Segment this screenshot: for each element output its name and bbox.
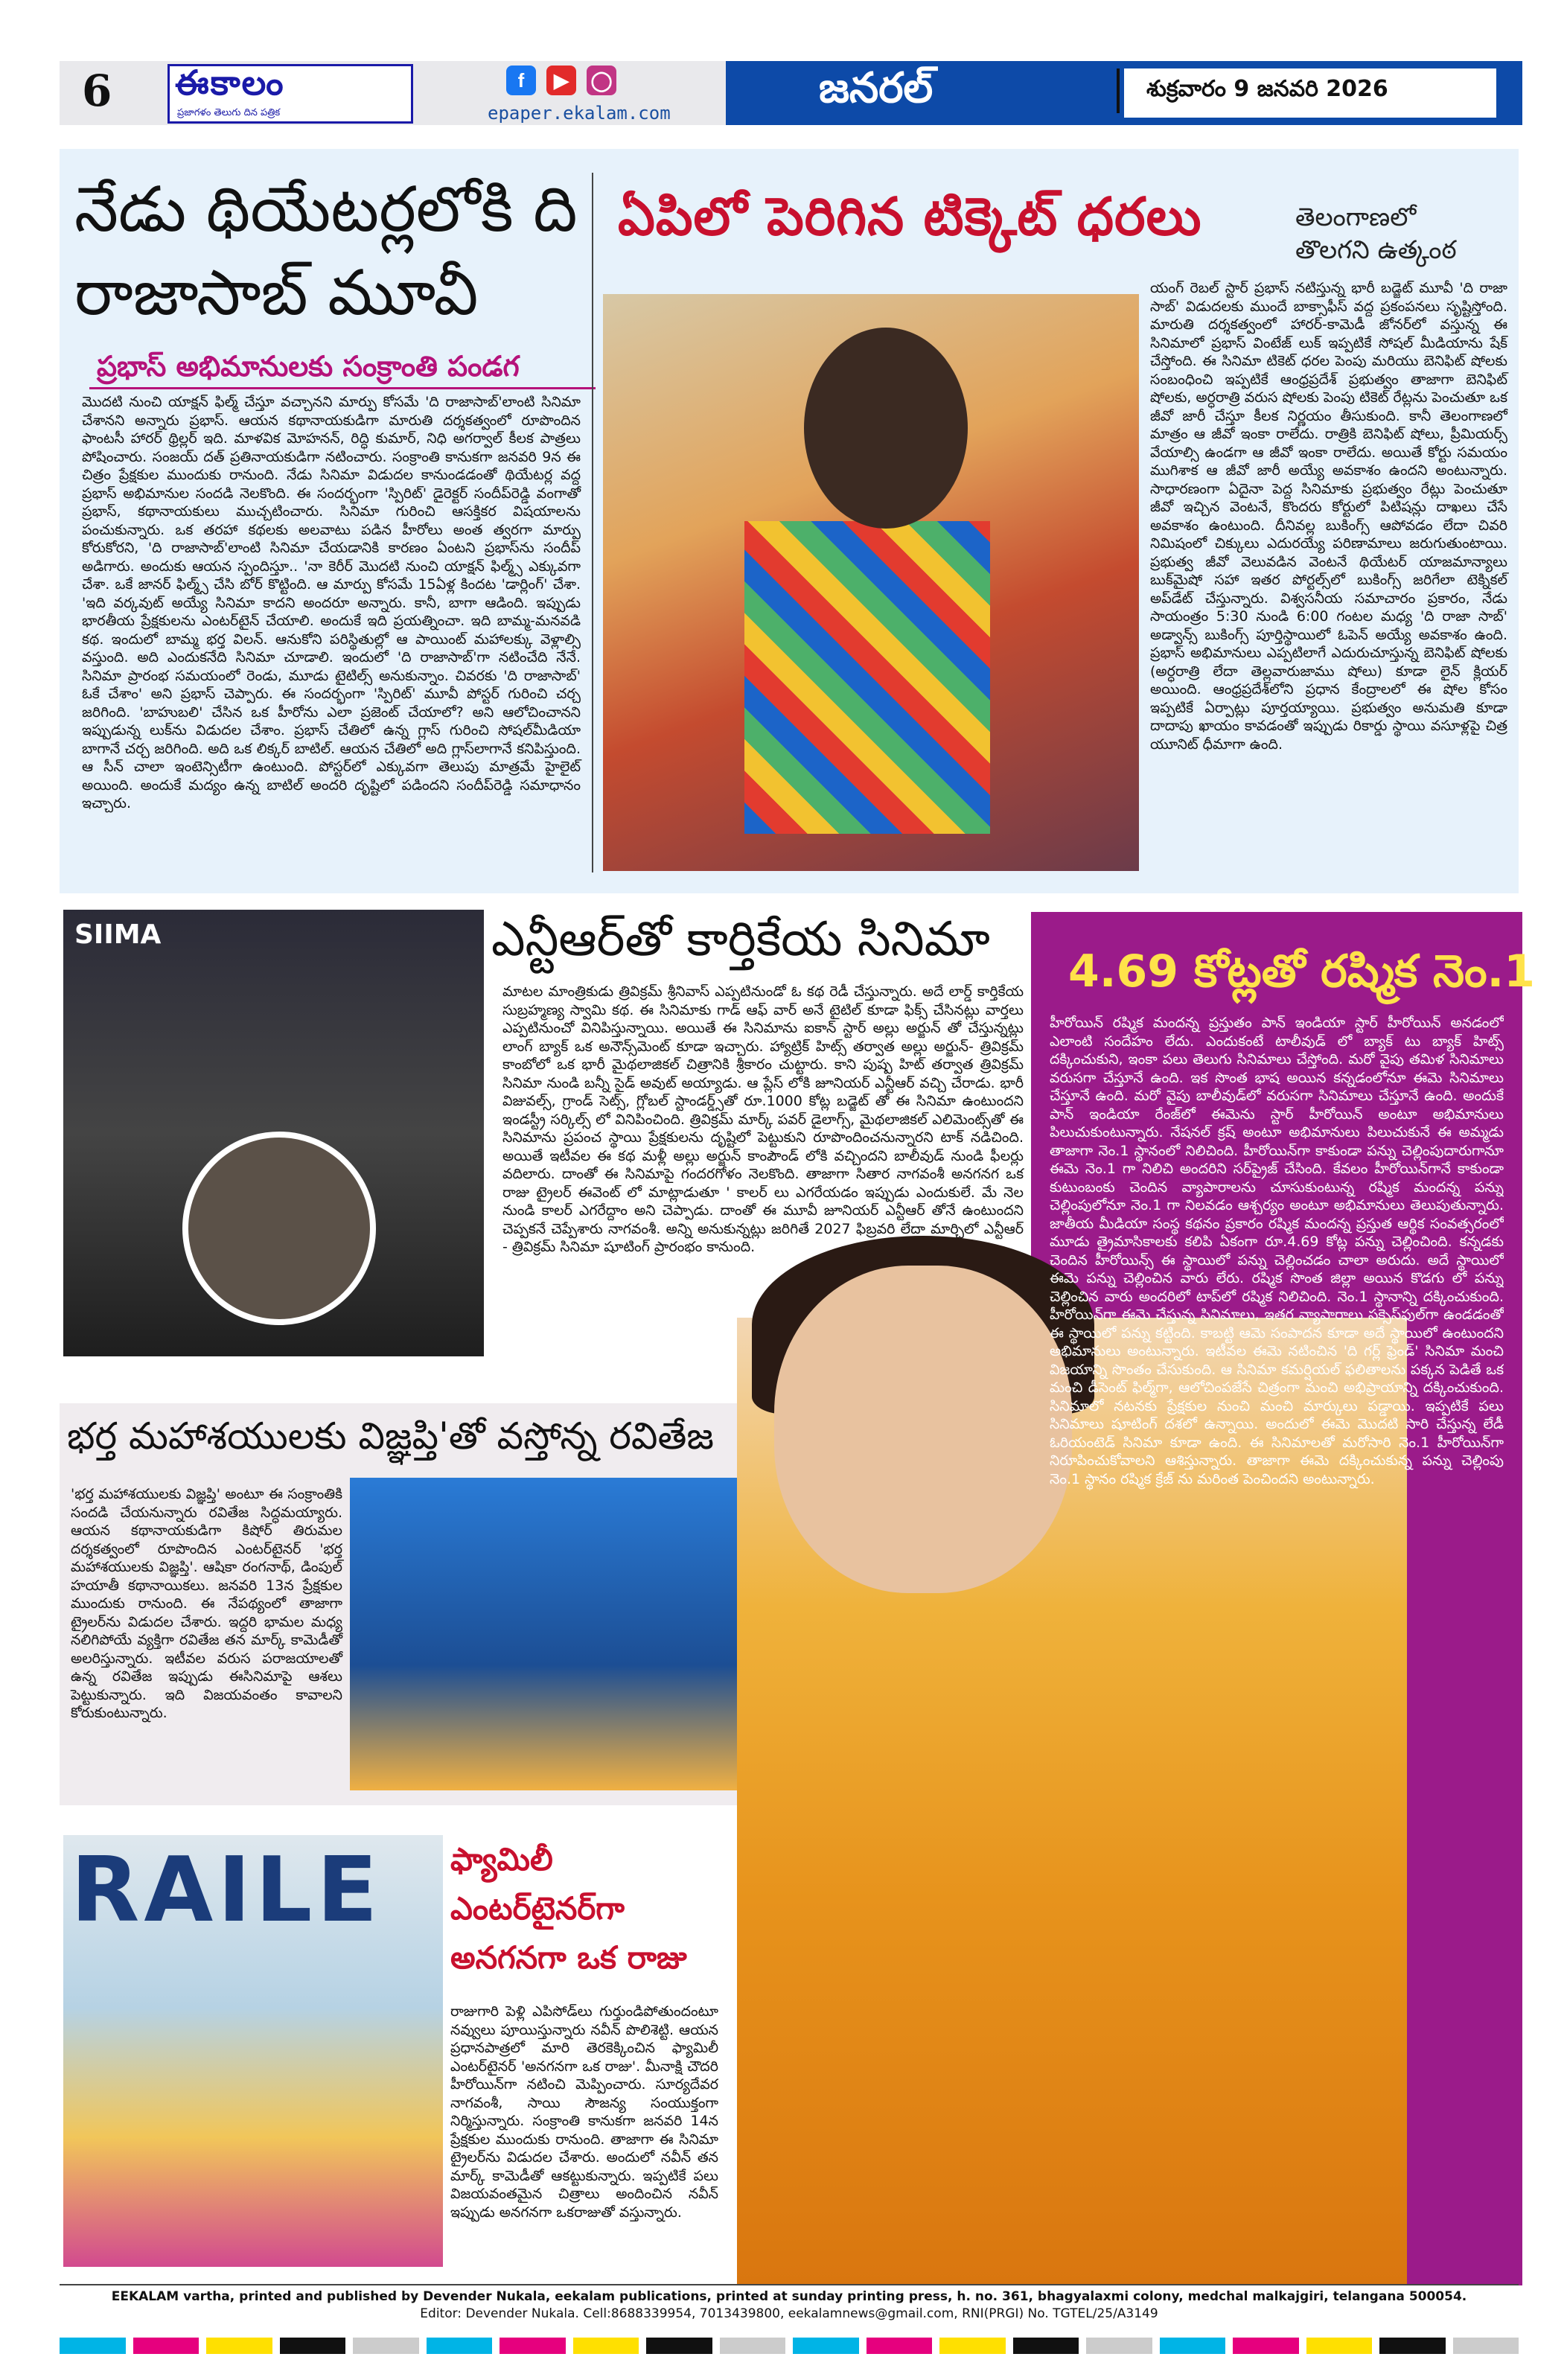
registration-swatch xyxy=(1013,2338,1079,2354)
registration-swatch xyxy=(646,2338,712,2354)
registration-swatch xyxy=(573,2338,639,2354)
rashmika-headline: 4.69 కోట్లతో రష్మిక నెం.1 xyxy=(1068,945,1536,998)
naveen-headline-line3: అనగనగా ఒక రాజు xyxy=(450,1939,687,1976)
registration-swatch xyxy=(206,2338,272,2354)
poster-word: RAILE xyxy=(71,1839,383,1942)
ticket-side-label xyxy=(1295,201,1457,267)
registration-swatch xyxy=(500,2338,566,2354)
naveen-headline-line1: ఫ్యామిలీ xyxy=(450,1841,553,1877)
registration-swatch xyxy=(1306,2338,1373,2354)
imprint-line: EEKALAM vartha, printed and published by Devender Nukala, eekalam publications, printed at sunday printing press, h. no. 361, bhagyalaxmi colony, medchal malkajgiri, telangana 500054. xyxy=(111,2289,1467,2304)
registration-swatch xyxy=(280,2338,346,2354)
raja-saab-headline: నేడు థియేటర్లలోకి ది రాజాసాబ్ మూవీ xyxy=(74,173,578,329)
naveen-body: రాజుగారి పెళ్లి ఎపిసోడ్‌లు గుర్తుండిపోతుందంటూ నవ్వులు పూయిస్తున్నారు నవీన్ పొలిశెట్టి. ఆయన ప్రధానపాత్రలో మారి తెరకెక్కించిన ఫ్యామిలీ ఎంటర్‌టైనర్ 'అనగనగా ఒక రాజు'. మీనాక్షి చౌదరి హీరోయిన్‌గా నటించి మెప్పించారు. సూర్యదేవర నాగవంశీ, సాయి సౌజన్య సంయుక్తంగా నిర్మిస్తున్నారు. సంక్రాంతి కానుకగా జనవరి 14న ప్రేక్షకుల ముందుకు రానుంది. తాజాగా ఈ సినిమా ట్రైలర్‌ను విడుదల చేశారు. అందులో నవీన్ తన మార్క్ కామెడీతో ఆకట్టుకున్నారు. ఇప్పటికే పలు విజయవంతమైన చిత్రాలు అందించిన నవీన్ ఇప్పుడు అనగనగా ఒకరాజుతో వస్తున్నారు. xyxy=(450,2003,718,2221)
naveen-headline-line2: ఎంటర్‌టైనర్‌గా xyxy=(450,1890,625,1927)
subheadline-rule xyxy=(89,387,596,389)
youtube-icon[interactable]: ▶ xyxy=(546,66,576,95)
registration-swatch xyxy=(1453,2338,1519,2354)
ticket-price-body: యంగ్ రెబల్ స్టార్ ప్రభాస్ నటిస్తున్న భారీ బడ్జెట్ మూవీ 'ది రాజా సాబ్' విడుదలకు ముందే బాక్సాఫీస్ వద్ద ప్రకంపనలు సృష్టిస్తోంది. మారుతి దర్శకత్వంలో హారర్-కామెడీ జోనర్‌లో వస్తున్న ఈ సినిమాలో ప్రభాస్ వింటేజ్ లుక్ ఇప్పటికే సోషల్ మీడియాను షేక్ చేస్తోంది. ఈ సినిమా టికెట్ ధరల పెంపు మరియు బెనిఫిట్ షోలకు సంబంధించి ఇప్పటికే ఆంధ్రప్రదేశ్ ప్రభుత్వం తాజాగా బెనిఫిట్ షోలకు, అర్ధరాత్రి వరుస షోలకు పెంపు టికెట్ రేట్లను పెంచుతూ ఒక జీవో జారీ చేస్తూ కీలక నిర్ణయం తీసుకుంది. కానీ తెలంగాణలో మాత్రం ఆ జీవో ఇంకా రాలేదు. రాత్రికి బెనిఫిట్ షోలు, ప్రీమియర్స్ వేయాల్సి ఉండగా ఆ జీవో ఇంకా రాలేదు. అయితే కోర్టు సమయం ముగిశాక ఆ జీవో జారీ అయ్యే అవకాశం ఉందని అంటున్నారు. సాధారణంగా ఏదైనా పెద్ద సినిమాకు ప్రభుత్వం రేట్లు పెంచుతూ జీవో ఇచ్చిన వెంటనే, కొందరు కోర్టులో పిటిషన్లు దాఖలు చేసే అవకాశం ఉంటుంది. దీనివల్ల బుకింగ్స్ ఆపోవడం లేదా చివరి నిమిషంలో చిక్కులు ఎదురయ్యే పరిణామాలు జరుగుతుంటాయి. ప్రభుత్వ జీవో వెలువడిన వెంటనే థియేటర్ యాజమాన్యాలు బుక్‌మైషో సహా ఇతర పోర్టల్స్‌లో బుకింగ్స్ జరిగేలా టెక్నికల్ అప్‌డేట్ చేస్తున్నారు. విశ్వసనీయ సమాచారం ప్రకారం, నేడు సాయంత్రం 5:30 నుండి 6:00 గంటల మధ్య 'ది రాజా సాబ్' అడ్వాన్స్ బుకింగ్స్ పూర్తిస్థాయిలో ఓపెన్ అయ్యే అవకాశం ఉంది. ప్రభాస్ అభిమానులు ఎప్పటిలాగే ఎదురుచూస్తున్న బెనిఫిట్ షోలకు (అర్ధరాత్రి లేదా తెల్లవారుజాము షోలు) కూడా లైన్ క్లియర్ అయింది. ఆంధ్రప్రదేశ్‌లోని ప్రధాన కేంద్రాలలో ఈ షోల కోసం ఇప్పటికే ఏర్పాట్లు పూర్తయ్యాయి. ప్రభుత్వం అనుమతి కూడా దాదాపు ఖాయం కావడంతో ఇప్పుడు రికార్డు స్థాయి వసూళ్లపై చిత్ర యూనిట్ ధీమాగా ఉంది. xyxy=(1150,280,1507,753)
ticket-side-label-line2: తొలగని ఉత్కంఠ xyxy=(1295,235,1457,265)
registration-swatch xyxy=(1160,2338,1226,2354)
ticket-price-headline: ఏపిలో పెరిగిన టిక్కెట్ ధరలు xyxy=(618,186,1202,247)
ntr-portrait-inset xyxy=(182,1132,376,1325)
registration-swatch xyxy=(720,2338,786,2354)
registration-swatch xyxy=(1233,2338,1299,2354)
raviteja-headline: భర్త మహాశయులకు విజ్ఞప్తి'తో వస్తోన్న రవితేజ xyxy=(67,1414,714,1458)
prabhas-face-shape xyxy=(804,328,968,529)
raviteja-body: 'భర్త మహాశయులకు విజ్ఞప్తి' అంటూ ఈ సంక్రాంతికి సందడి చేయనున్నారు రవితేజ సిద్ధమయ్యారు. ఆయన కథానాయకుడిగా కిషోర్ తిరుమల దర్శకత్వంలో రూపొందిన ఎంటర్‌టైనర్ 'భర్త మహాశయులకు విజ్ఞప్తి'. ఆషికా రంగనాథ్, డింపుల్ హయాతీ కథానాయికలు. జనవరి 13న ప్రేక్షకుల ముందుకు రానుంది. ఈ నేపథ్యంలో తాజాగా ట్రైలర్‌ను విడుదల చేశారు. ఇద్దరి భామల మధ్య నలిగిపోయే వ్యక్తిగా రవితేజ తన మార్క్ కామెడీతో అలరిస్తున్నారు. ఇటీవల వరుస పరాజయాలతో ఉన్న రవితేజ ఇప్పుడు ఈసినిమాపై ఆశలు పెట్టుకున్నారు. ఇది విజయవంతం కావాలని కోరుకుంటున్నారు. xyxy=(71,1486,342,1721)
epaper-url[interactable]: epaper.ekalam.com xyxy=(488,103,671,124)
ticket-side-label-line1: తెలంగాణలో xyxy=(1295,202,1417,232)
social-icons xyxy=(506,66,616,98)
column-divider xyxy=(592,173,593,872)
ntr-body: మాటల మాంత్రికుడు త్రివిక్రమ్ శ్రీనివాస్ ఎప్పటినుండో ఓ కథ రెడీ చేస్తున్నారు. అదే లార్డ్ కార్తికేయ సుబ్రహ్మణ్య స్వామి కథ. ఈ సినిమాకు గాడ్ ఆఫ్ వార్ అనే టైటిల్ కూడా ఫిక్స్ చేసినట్లు వార్తలు ఎప్పటినుంచో వినిపిస్తున్నాయి. అయితే ఈ సినిమాను ఐకాన్ స్టార్ అల్లు అర్జున్ తో చేస్తున్నట్లు లాంగ్ బ్యాక్ ఒక అనౌన్స్‌మెంట్ కూడా ఇచ్చారు. హ్యాట్రిక్ హిట్స్ తర్వాత అల్లు అర్జున్- త్రివిక్రమ్ కాంబోలో ఒక భారీ మైథలాజికల్ చిత్రానికి శ్రీకారం చుట్టారు. కాని పుష్ప హిట్ తర్వాత త్రివిక్రమ్ సినిమా నుండి బన్నీ సైడ్ అవుట్ అయ్యాడు. ఆ ప్లేస్ లోకి జూనియర్ ఎన్టీఆర్ వచ్చి చేరాడు. భారీ విజువల్స్, గ్రాండ్ సెట్స్, గ్లోబల్ స్టాండర్డ్స్‌తో రూ.1000 కోట్ల బడ్జెట్ తో ఈ సినిమా ఉంటుందని ఇండస్ట్రీ సర్కిల్స్ లో వినిపించింది. త్రివిక్రమ్ మార్క్ పవర్ డైలాగ్స్, మైథలాజికల్ ఎలిమెంట్స్‌తో ఈ సినిమాను ప్రపంచ స్థాయి ప్రేక్షకులను దృష్టిలో పెట్టుకుని రూపొందించనున్నారని టాక్ నడిచింది. అయితే ఇటీవల ఈ కథ మళ్లీ అల్లు అర్జున్ కాంపౌండ్ లోకి వచ్చిందని బాలీవుడ్ నుండి ఫీలర్లు వదిలారు. దాంతో ఈ సినిమాపై గందరగోళం నెలకొంది. తాజాగా సితార నాగవంశీ అనగనగ ఒక రాజు ట్రైలర్ ఈవెంట్ లో మాట్లాడుతూ ' కాలర్ లు ఎగరేయడం ఇప్పుడు ఎందుకులే. మే నెల నుండి కాలర్ ఎగరేద్దాం అని చెప్పాడు. దాంతో ఈ మూవీ జూనియర్ ఎన్టీఆర్ తోనే ఉంటుందని చెప్పకనే చెప్పేశారు నాగవంశీ. అన్ని అనుకున్నట్లు జరిగితే 2027 ఫిబ్రవరి లేదా మార్చిలో ఎన్టీఆర్ - త్రివిక్రమ్ సినిమా షూటింగ్ ప్రారంభం కానుంది. xyxy=(502,983,1024,1255)
facebook-icon[interactable]: f xyxy=(506,66,536,95)
footer-rule xyxy=(60,2284,1519,2285)
issue-date: శుక్రవారం 9 జనవరి 2026 xyxy=(1146,76,1388,102)
registration-swatch xyxy=(353,2338,419,2354)
prabhas-shirt-shape xyxy=(744,521,990,834)
logo-tagline: ప్రజాగళం తెలుగు దిన పత్రిక xyxy=(177,107,281,118)
section-title: జనరల్ xyxy=(819,64,934,112)
registration-swatch xyxy=(133,2338,200,2354)
registration-marks xyxy=(60,2338,1519,2354)
raviteja-poster xyxy=(350,1478,767,1790)
page-number: 6 xyxy=(82,66,112,116)
registration-swatch xyxy=(1379,2338,1446,2354)
registration-swatch xyxy=(793,2338,859,2354)
registration-swatch xyxy=(60,2338,126,2354)
registration-swatch xyxy=(427,2338,493,2354)
raja-saab-body: మొదటి నుంచి యాక్షన్ ఫిల్మ్ చేస్తూ వచ్చానని మార్పు కోసమే 'ది రాజాసాబ్'లాంటి సినిమా చేశానని అన్నారు ప్రభాస్. ఆయన కథానాయకుడిగా మారుతి దర్శకత్వంలో రూపొందిన ఫాంటసీ హారర్ థ్రిల్లర్ ఇది. మాళవిక మోహనన్, రిద్ధి కుమార్, నిధి అగర్వాల్ కీలక పాత్రలు పోషించారు. సంజయ్ దత్ ప్రతినాయకుడిగా నటించారు. సంక్రాంతి కానుకగా జనవరి 9న ఈ చిత్రం ప్రేక్షకుల ముందుకు రానుంది. నేడు సినిమా విడుదల కానుండడంతో థియేటర్ల వద్ద ప్రభాస్ అభిమానుల సందడి నెలకొంది. ఈ సందర్భంగా 'స్పిరిట్' డైరెక్టర్ సందీప్‌రెడ్డి వంగాతో ప్రభాస్, కథానాయకులు ముచ్చటించారు. సినిమా గురించి ఆసక్తికర విషయాలను పంచుకున్నారు. ఒక తరహా కథలకు అలవాటు పడిన హీరోలు అంత త్వరగా మార్పు కోరుకోరని, 'ది రాజాసాబ్'లాంటి సినిమా చేయడానికి కారణం ఏంటని ప్రభాస్‌ను సందీప్ అడిగారు. అందుకు ఆయన స్పందిస్తూ.. 'నా కెరీర్ మొదటి నుంచి యాక్షన్ ఫిల్మ్స్ ఎక్కువగా చేశా. ఒకే జానర్ ఫిల్మ్స్ చేసి బోర్ కొట్టింది. ఆ మార్పు కోసమే 15ఏళ్ల కిందట 'డార్లింగ్' చేశా. 'ఇది వర్కవుట్ అయ్యే సినిమా కాదని అందరూ అన్నారు. కానీ, బాగా ఆడింది. ఇప్పుడు భారతీయ ప్రేక్షకులను ఎంటర్‌టైన్ చేయాలి. అందుకే ఇది ప్రయత్నించా. ఇది బామ్మ-మనవడి కథ. ఇందులో బామ్మ భర్త విలన్. ఆనుకోని పరిస్థితుల్లో ఆ పాయింట్ మహాలక్కు వెళ్లాల్సి వస్తుంది. అది ఎందుకనేది సినిమా చూడాలి. ఇందులో 'ది రాజాసాబ్'గా నటించేది నేనే. సినిమా ప్రారంభ సమయంలో రెండు, మూడు టైటిల్స్ అనుకున్నాం. చివరకు 'ది రాజాసాబ్' ఓకే చేశాం' అని ప్రభాస్ చెప్పారు. ఈ సందర్భంగా 'స్పిరిట్' మూవీ పోస్టర్ గురించి చర్చ జరిగింది. 'బాహుబలి' చేసిన ఒక హీరోను ఎలా ప్రజెంట్ చేయాలో? అని ఆలోచించానని ఇప్పుడున్న లుక్‌ను విడుదల చేశాం. ప్రభాస్ చేతిలో ఉన్న గ్లాస్ గురించి సోషల్‌మీడియా బాగానే చర్చ జరిగింది. అది ఒక లిక్కర్ బాటిల్. ఆయన చేతిలో అది గ్లాస్‌లాగానే కనిపిస్తుంది. ఆ సీన్ చాలా ఇంటెన్సిటీగా ఉంటుంది. పోస్టర్‌లో ఎక్కువగా తెలుపు మాత్రమే హైలైట్ అయింది. అందుకే మద్యం ఉన్న బాటిల్ అందరి దృష్టిలో పడిందని సందీప్‌రెడ్డి సమాధానం ఇచ్చారు. xyxy=(82,394,581,811)
ntr-headline: ఎన్టీఆర్‌తో కార్తికేయ సినిమా xyxy=(491,912,990,967)
header-divider xyxy=(1117,68,1120,113)
instagram-icon[interactable]: ◯ xyxy=(587,66,616,95)
logo-text: ఈకాలం xyxy=(175,63,285,103)
raja-saab-subheadline: ప్రభాస్ అభిమానులకు సంక్రాంతి పండగ xyxy=(97,350,520,383)
registration-swatch xyxy=(939,2338,1006,2354)
rashmika-body: హీరోయిన్ రష్మిక మందన్న ప్రస్తుతం పాన్ ఇండియా స్టార్ హీరోయిన్ అనడంలో ఎలాంటి సందేహం లేదు. ఎందుకంటే టాలీవుడ్ లో బ్యాక్ టు బ్యాక్ హిట్స్ దక్కించుకుని, ఇంకా పలు తెలుగు సినిమాలు చేస్తోంది. మరో వైపు తమిళ సినిమాలు వరుసగా చేస్తూనే ఉంది. ఇక సొంత భాష అయిన కన్నడంలోనూ ఈమె సినిమాలు చేస్తూనే ఉంది. మరో వైపు బాలీవుడ్‌లో వరుసగా సినిమాలు చేస్తూనే ఉంది. అందుకే పాన్ ఇండియా రేంజ్‌లో ఈమెను స్టార్ హీరోయిన్ అంటూ అభిమానులు పిలుచుకుంటున్నారు. నేషనల్ క్రష్ అంటూ అభిమానులు పిలుచుకునే ఈ అమ్మడు తాజాగా నెం.1 స్థానంలో నిలిచింది. హీరోయిన్‌గా కాకుండా పన్ను చెల్లింపుదారుగానూ ఈమె నెం.1 గా నిలిచి అందరిని సర్‌ప్రైజ్ చేసింది. కేవలం హీరోయిన్‌గానే కాకుండా కుటుంబంకు చెందిన వ్యాపారాలను చూసుకుంటున్న రష్మిక మందన్న పన్ను చెల్లింపులోనూ నెం.1 గా నిలవడం ఆశ్చర్యం అంటూ అభిమానులు తెలుపుతున్నారు. జాతీయ మీడియా సంస్థ కథనం ప్రకారం రష్మిక మందన్న ప్రస్తుత ఆర్థిక సంవత్సరంలో మూడు త్రైమాసికాలకు కలిపి ఏకంగా రూ.4.69 కోట్ల పన్ను చెల్లించింది. కన్నడకు చెందిన హీరోయిన్స్ ఈ స్థాయిలో పన్ను చెల్లించడం చాలా అరుదు. అదే స్థాయిలో ఈమె పన్ను చెల్లించిన వారు లేరు. రష్మిక సొంత జిల్లా అయిన కొడగు లో పన్ను చెల్లించిన వారు అందరిలో టాప్‌లో రష్మిక నిలిచింది. నెం.1 స్థానాన్ని దక్కించుకుంది. హీరోయిన్‌గా ఈమె చేస్తున్న సినిమాలు, ఇతర వ్యాపారాలు సక్సెస్‌ఫుల్‌గా ఉండడంతో ఈ స్థాయిలో పన్ను కట్టింది. కాబట్టి ఆమె సంపాదన కూడా అదే స్థాయిలో ఉంటుందని అభిమానులు అంటున్నారు. ఇటీవల ఈమె నటించిన 'ది గర్ల్ ఫ్రెండ్' సినిమా మంచి విజయాన్ని సొంతం చేసుకుంది. ఆ సినిమా కమర్షియల్ ఫలితాలను పక్కన పెడితే ఒక మంచి డీసెంట్ ఫిల్మ్‌గా, ఆలోచింపజేసే చిత్రంగా మంచి అభిప్రాయాన్ని దక్కించుకుంది. సినిమాలో నటనకు ప్రేక్షకుల నుంచి మంచి మార్కులు పడ్డాయి. ఇప్పటికే పలు సినిమాలు షూటింగ్ దశలో ఉన్నాయి. అందులో ఈమె మొదటి సారి చేస్తున్న లేడీ ఓరియంటెడ్ సినిమా కూడా ఉంది. ఈ సినిమాలతో మరోసారి నెం.1 హీరోయిన్‌గా నిరూపించుకోవాలని ఆశిస్తున్నారు. తాజాగా ఈమె దక్కించుకున్న పన్ను చెల్లింపు నెం.1 స్థానం రష్మిక క్రేజ్ ను మరింత పెంచిందని అంటున్నారు. xyxy=(1050,1015,1504,1487)
registration-swatch xyxy=(1086,2338,1152,2354)
registration-swatch xyxy=(867,2338,933,2354)
photo-brand-text: SIIMA xyxy=(74,919,162,950)
naveen-headline xyxy=(450,1835,748,1982)
rashmika-face-shape xyxy=(774,1266,1072,1593)
editor-line: Editor: Devender Nukala. Cell:8688339954, 7013439800, eekalamnews@gmail.com, RNI(PRGI) No. TGTEL/25/A3149 xyxy=(420,2306,1158,2321)
